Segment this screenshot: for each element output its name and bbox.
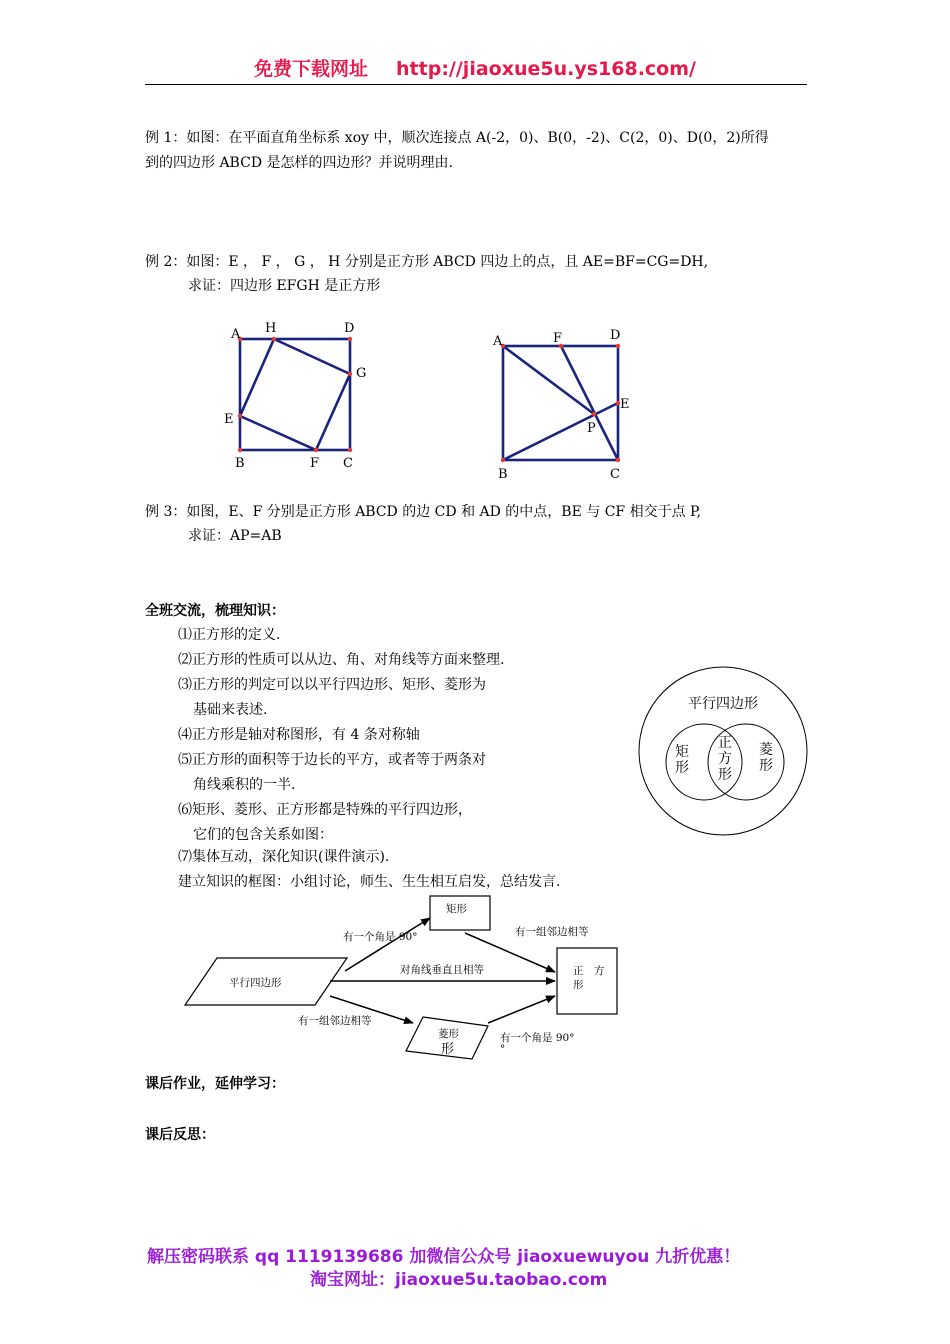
summary-item: ⑷正方形是轴对称图形，有 4 条对称轴 bbox=[178, 727, 420, 743]
label-D: D bbox=[344, 321, 355, 336]
footer-taobao[interactable]: 淘宝网址：jiaoxue5u.taobao.com bbox=[310, 1270, 608, 1290]
example1-line1: 例 1：如图：在平面直角坐标系 xoy 中，顺次连接点 A(-2，0)、B(0，-2)、C(2，0)、D(0，2)所得 bbox=[145, 130, 769, 146]
venn-right-label: 菱 bbox=[759, 742, 773, 758]
edge-label-rhombus-square: 有一个角是 90° bbox=[500, 1032, 575, 1044]
edge-rhombus-square bbox=[488, 996, 555, 1023]
venn-center-label: 方 bbox=[718, 751, 732, 767]
label2-P: P bbox=[587, 421, 596, 436]
example3-line1: 例 3：如图，E、F 分别是正方形 ABCD 的边 CD 和 AD 的中点，BE 与 CF 相交于点 P, bbox=[145, 504, 702, 520]
venn-center-label: 形 bbox=[718, 767, 732, 783]
summary-item: 它们的包含关系如图： bbox=[193, 827, 333, 843]
header-divider bbox=[145, 84, 807, 85]
summary-item: ⑵正方形的性质可以从边、角、对角线等方面来整理. bbox=[178, 652, 505, 668]
knowledge-flowchart bbox=[180, 888, 630, 1068]
summary-item: ⑺集体互动，深化知识(课件演示). bbox=[178, 849, 390, 865]
example2-line2: 求证：四边形 EFGH 是正方形 bbox=[188, 278, 381, 294]
venn-outer-label: 平行四边形 bbox=[688, 696, 758, 712]
label-G: G bbox=[356, 366, 367, 381]
venn-right-label: 形 bbox=[759, 758, 773, 774]
homework-heading: 课后作业，延伸学习： bbox=[145, 1076, 285, 1092]
venn-left-label: 形 bbox=[675, 760, 689, 776]
square-abcd bbox=[240, 339, 350, 450]
venn-center-label: 正 bbox=[718, 735, 732, 751]
example1-line2: 到的四边形 ABCD 是怎样的四边形？并说明理由. bbox=[145, 155, 453, 171]
venn-left-label: 矩 bbox=[675, 744, 689, 760]
node-square-label: 形 bbox=[573, 979, 584, 991]
summary-item: 基础来表述. bbox=[193, 702, 268, 718]
summary-item: ⑸正方形的面积等于边长的平方，或者等于两条对 bbox=[178, 752, 486, 768]
example3-line2: 求证：AP=AB bbox=[188, 528, 282, 544]
edge-label-para-rect: 有一个角是 90° bbox=[343, 931, 418, 943]
label2-A: A bbox=[493, 334, 503, 349]
figure-square-efgh bbox=[215, 315, 375, 475]
summary-item: ⑶正方形的判定可以以平行四边形、矩形、菱形为 bbox=[178, 677, 486, 693]
summary-item: 角线乘积的一半. bbox=[193, 777, 296, 793]
venn-diagram bbox=[636, 665, 811, 840]
node-rhombus-label: 菱形 bbox=[438, 1028, 459, 1040]
edge-label-para-square: 对角线垂直且相等 bbox=[400, 964, 484, 976]
summary-item: 建立知识的框图：小组讨论，师生、生生相互启发，总结发言. bbox=[178, 874, 561, 890]
label-E: E bbox=[224, 412, 234, 427]
footer-contact: 解压密码联系 qq 1119139686 加微信公众号 jiaoxuewuyou 九折优惠！ bbox=[147, 1247, 741, 1267]
summary-heading: 全班交流，梳理知识： bbox=[145, 603, 285, 619]
node-rhombus-label: 形 bbox=[441, 1042, 455, 1057]
square-efgh bbox=[240, 339, 350, 450]
node-square bbox=[557, 948, 617, 1014]
label-C: C bbox=[343, 456, 353, 471]
label2-C: C bbox=[610, 467, 620, 482]
header-title: 免费下载网址 bbox=[254, 58, 369, 80]
label-A: A bbox=[231, 327, 241, 342]
label2-D: D bbox=[610, 328, 621, 343]
summary-item: ⑹矩形、菱形、正方形都是特殊的平行四边形， bbox=[178, 802, 472, 818]
node-parallelogram-label: 平行四边形 bbox=[229, 977, 282, 989]
label2-B: B bbox=[498, 467, 508, 482]
label-B: B bbox=[235, 456, 245, 471]
edge-label-rhombus-square: ° bbox=[500, 1043, 506, 1055]
label2-F: F bbox=[553, 331, 563, 346]
edge-label-para-rhombus: 有一组邻边相等 bbox=[298, 1015, 372, 1027]
page-header bbox=[0, 54, 950, 81]
example2-line1: 例 2：如图：E ， F ， G ， H 分别是正方形 ABCD 四边上的点，且 AE=BF=CG=DH, bbox=[145, 254, 709, 270]
label2-E: E bbox=[620, 397, 630, 412]
label-F: F bbox=[310, 456, 320, 471]
header-url[interactable]: http://jiaoxue5u.ys168.com/ bbox=[396, 58, 696, 80]
node-square-label: 正 方 bbox=[573, 965, 605, 977]
reflection-heading: 课后反思： bbox=[145, 1127, 215, 1143]
summary-item: ⑴正方形的定义. bbox=[178, 627, 281, 643]
edge-label-rect-square: 有一组邻边相等 bbox=[515, 926, 589, 938]
label-H: H bbox=[265, 321, 277, 336]
square-abcd-2 bbox=[503, 346, 618, 460]
figure-square-p bbox=[480, 320, 645, 485]
node-rectangle-label: 矩形 bbox=[446, 903, 467, 915]
